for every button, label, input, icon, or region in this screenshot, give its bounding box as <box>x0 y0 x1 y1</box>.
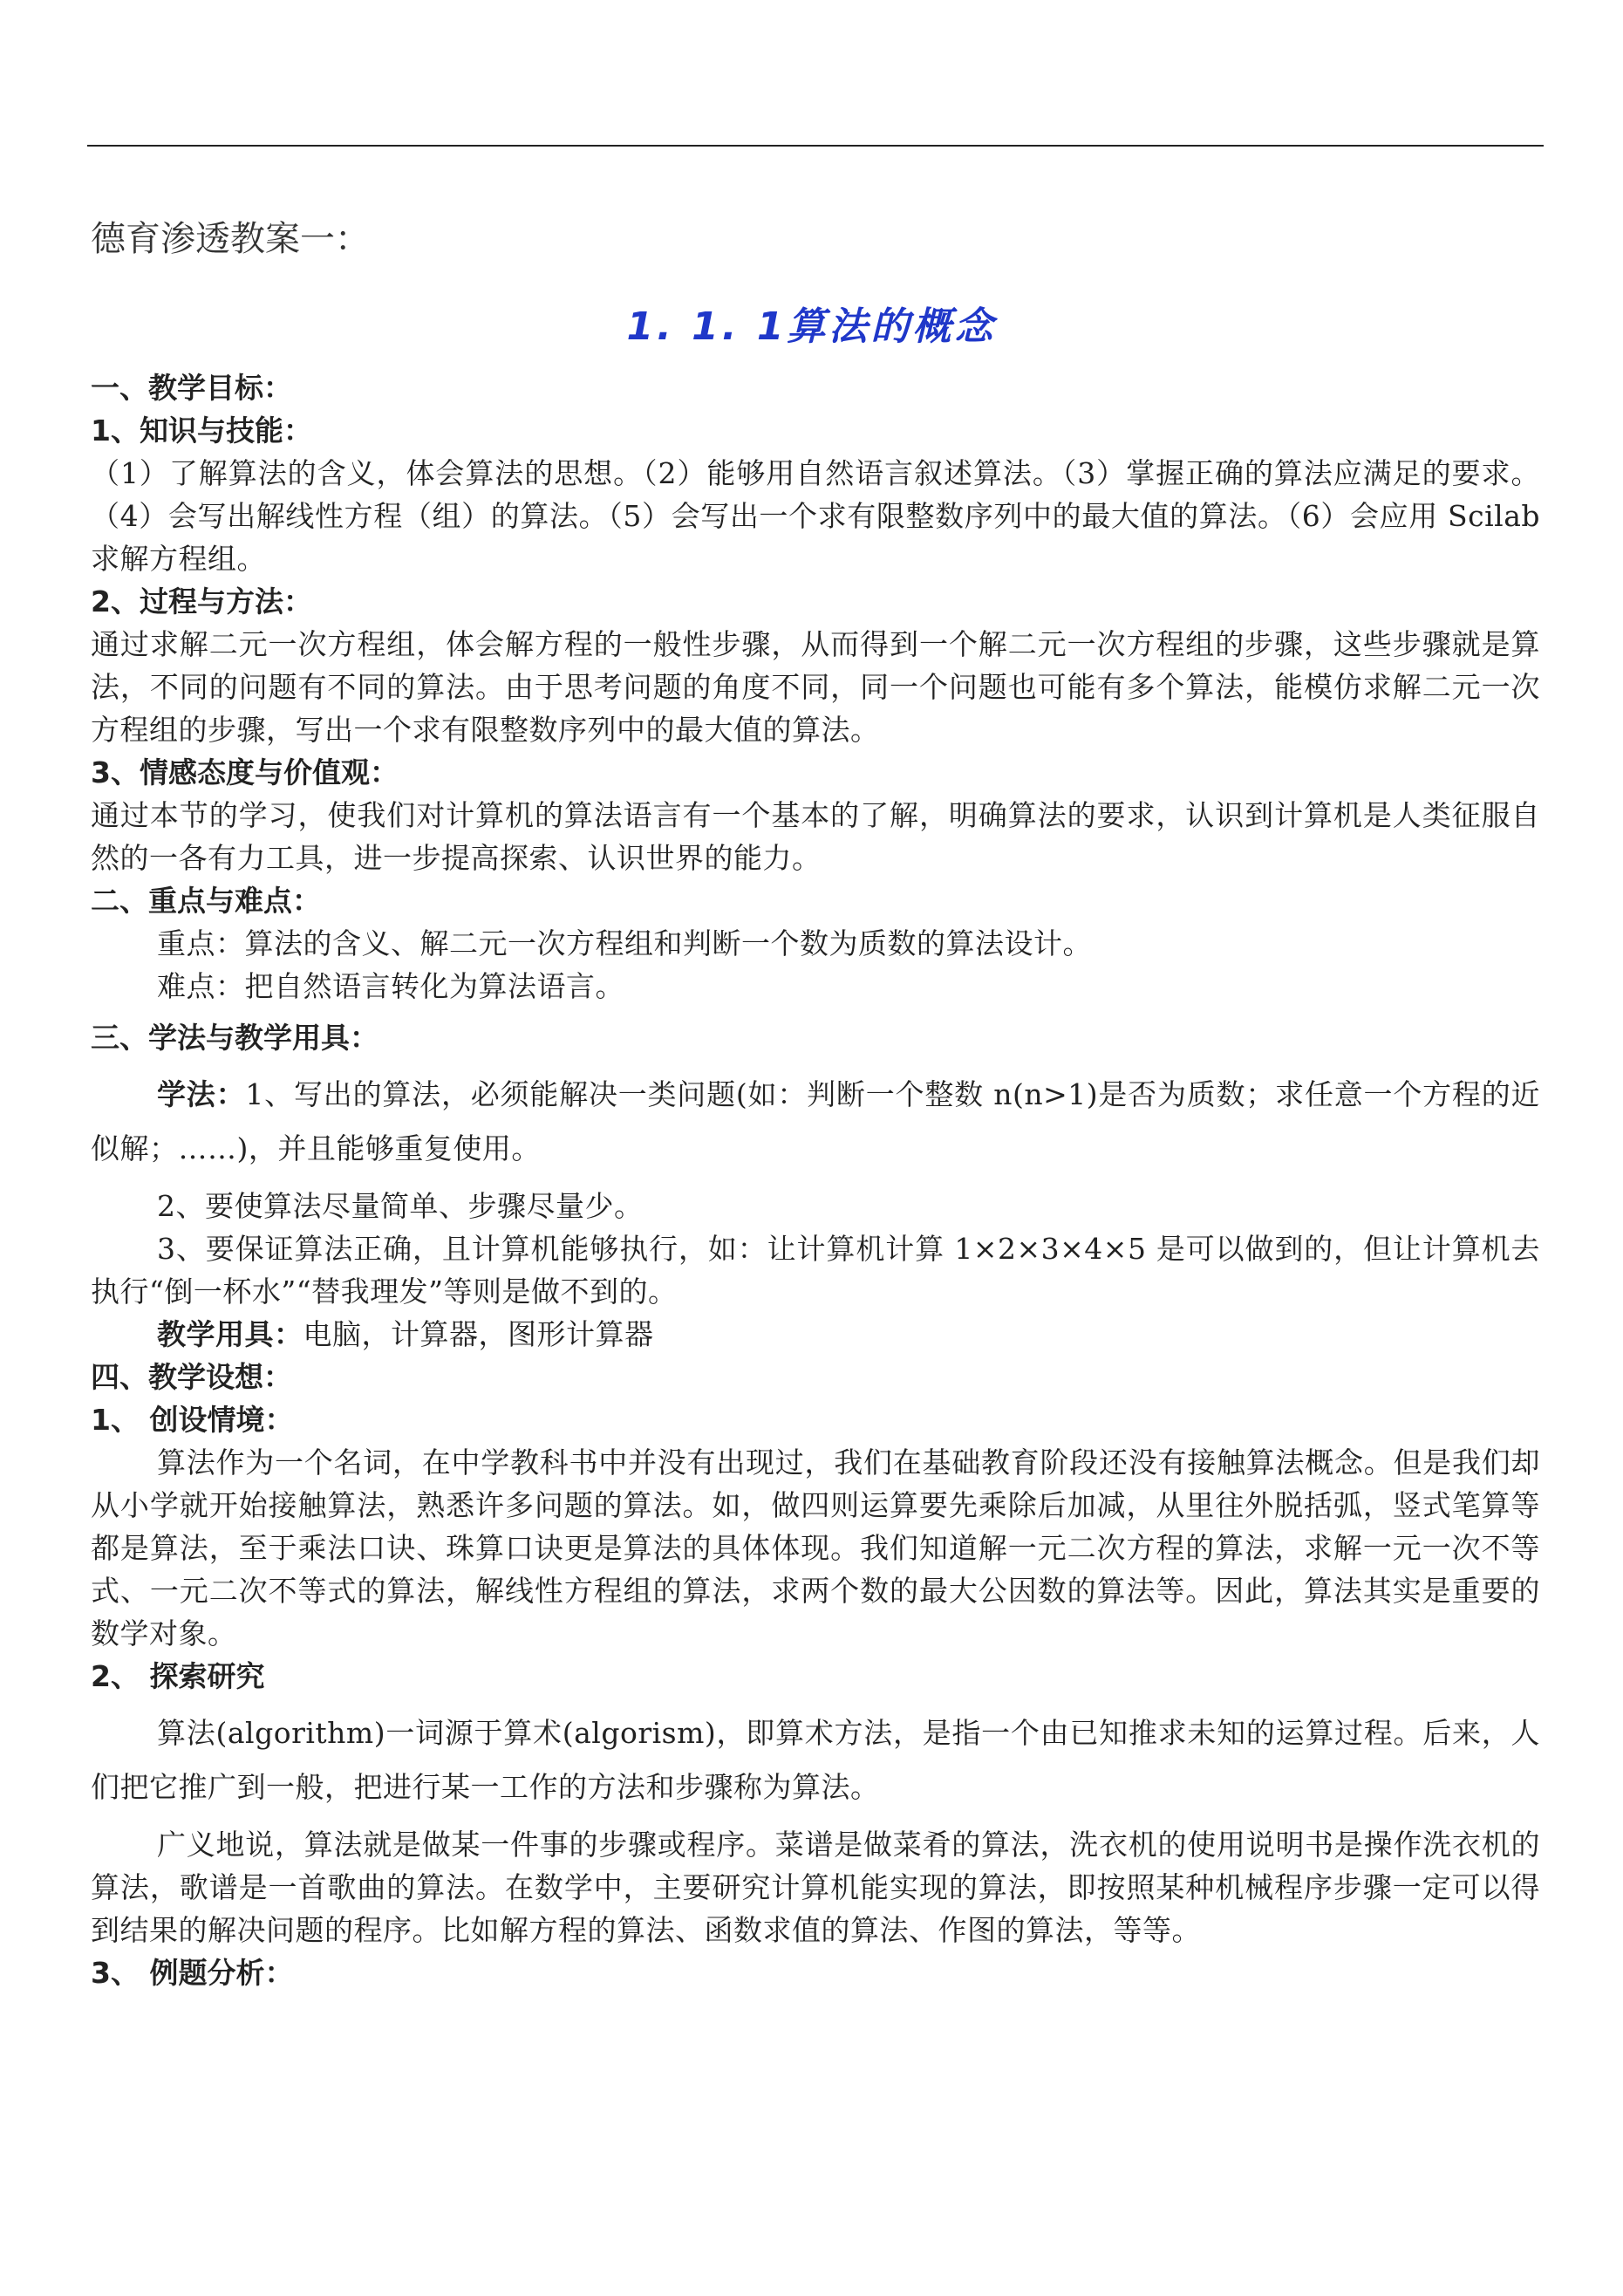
subheading-process-methods: 2、过程与方法： <box>91 584 312 618</box>
paragraph-create-situation: 算法作为一个名词，在中学教科书中并没有出现过，我们在基础教育阶段还没有接触算法概念。但是我们却从小学就开始接触算法，熟悉许多问题的算法。如，做四则运算要先乘除后加减，从里往外脱括弧，竖式笔算等都是算法，至于乘法口诀、珠算口诀更是算法的具体体现。我们知道解一元二次方程的算法，求解一元一次不等式、一元二次不等式的算法，解线性方程组的算法，求两个数的最大公因数的算法等。因此，算法其实是重要的数学对象。 <box>91 1445 1540 1650</box>
paragraph-algorithm-origin: 算法(algorithm)一词源于算术(algorism)，即算术方法，是指一个由已知推求未知的运算过程。后来，人们把它推广到一般，把进行某一工作的方法和步骤称为算法。 <box>91 1716 1540 1804</box>
document-title: 1. 1. 1算法的概念 <box>626 304 997 349</box>
paragraph-process-methods: 通过求解二元一次方程组，体会解方程的一般性步骤，从而得到一个解二元一次方程组的步骤，这些步骤就是算法，不同的问题有不同的算法。由于思考问题的角度不同，同一个问题也可能有多个算法，能模仿求解二元一次方程组的步骤，写出一个求有限整数序列中的最大值的算法。 <box>91 627 1540 747</box>
section-heading-key-points: 二、重点与难点： <box>91 884 321 918</box>
teaching-tools-label: 教学用具： <box>157 1317 303 1351</box>
document-body <box>91 366 1540 1994</box>
subheading-create-situation: 1、 创设情境： <box>91 1403 294 1437</box>
subheading-example-analysis: 3、 例题分析： <box>91 1956 294 1990</box>
paragraph-study-method-2: 2、要使算法尽量简单、步骤尽量少。 <box>157 1189 644 1223</box>
paragraph-study-method-3: 3、要保证算法正确，且计算机能够执行，如：让计算机计算 1×2×3×4×5 是可以做到的，但让计算机去执行“倒一杯水”“替我理发”等则是做不到的。 <box>91 1232 1540 1309</box>
section-heading-objectives: 一、教学目标： <box>91 371 292 405</box>
subheading-attitudes-values: 3、情感态度与价值观： <box>91 755 399 789</box>
study-method-label: 学法： <box>157 1077 246 1111</box>
subheading-explore-research: 2、 探索研究 <box>91 1659 265 1693</box>
teaching-tools-text: 电脑，计算器，图形计算器 <box>303 1317 654 1351</box>
section-heading-methods-tools: 三、学法与教学用具： <box>91 1021 378 1055</box>
paragraph-attitudes-values: 通过本节的学习，使我们对计算机的算法语言有一个基本的了解，明确算法的要求，认识到计算机是人类征服自然的一各有力工具，进一步提高探索、认识世界的能力。 <box>91 798 1540 875</box>
paragraph-knowledge-skills: （1）了解算法的含义，体会算法的思想。（2）能够用自然语言叙述算法。（3）掌握正确的算法应满足的要求。（4）会写出解线性方程（组）的算法。（5）会写出一个求有限整数序列中的最大值的算法。（6）会应用 Scilab 求解方程组。 <box>91 456 1540 576</box>
paragraph-difficult-point: 难点：把自然语言转化为算法语言。 <box>157 969 624 1003</box>
header-rule <box>87 145 1544 147</box>
paragraph-algorithm-broad: 广义地说，算法就是做某一件事的步骤或程序。菜谱是做菜肴的算法，洗衣机的使用说明书是操作洗衣机的算法，歌谱是一首歌曲的算法。在数学中，主要研究计算机能实现的算法，即按照某种机械程序步骤一定可以得到结果的解决问题的程序。比如解方程的算法、函数求值的算法、作图的算法，等等。 <box>91 1828 1540 1947</box>
section-heading-teaching-plan: 四、教学设想： <box>91 1360 292 1394</box>
page-header-label: 德育渗透教案一： <box>91 219 370 259</box>
study-method-1-text: 1、写出的算法，必须能解决一类问题(如：判断一个整数 n(n>1)是否为质数；求任意一个方程的近似解；……)，并且能够重复使用。 <box>91 1077 1541 1165</box>
paragraph-study-method-1 <box>91 1068 1540 1176</box>
paragraph-teaching-tools <box>91 1313 1540 1356</box>
subheading-knowledge-skills: 1、知识与技能： <box>91 413 312 448</box>
paragraph-key-point: 重点：算法的含义、解二元一次方程组和判断一个数为质数的算法设计。 <box>157 926 1092 960</box>
